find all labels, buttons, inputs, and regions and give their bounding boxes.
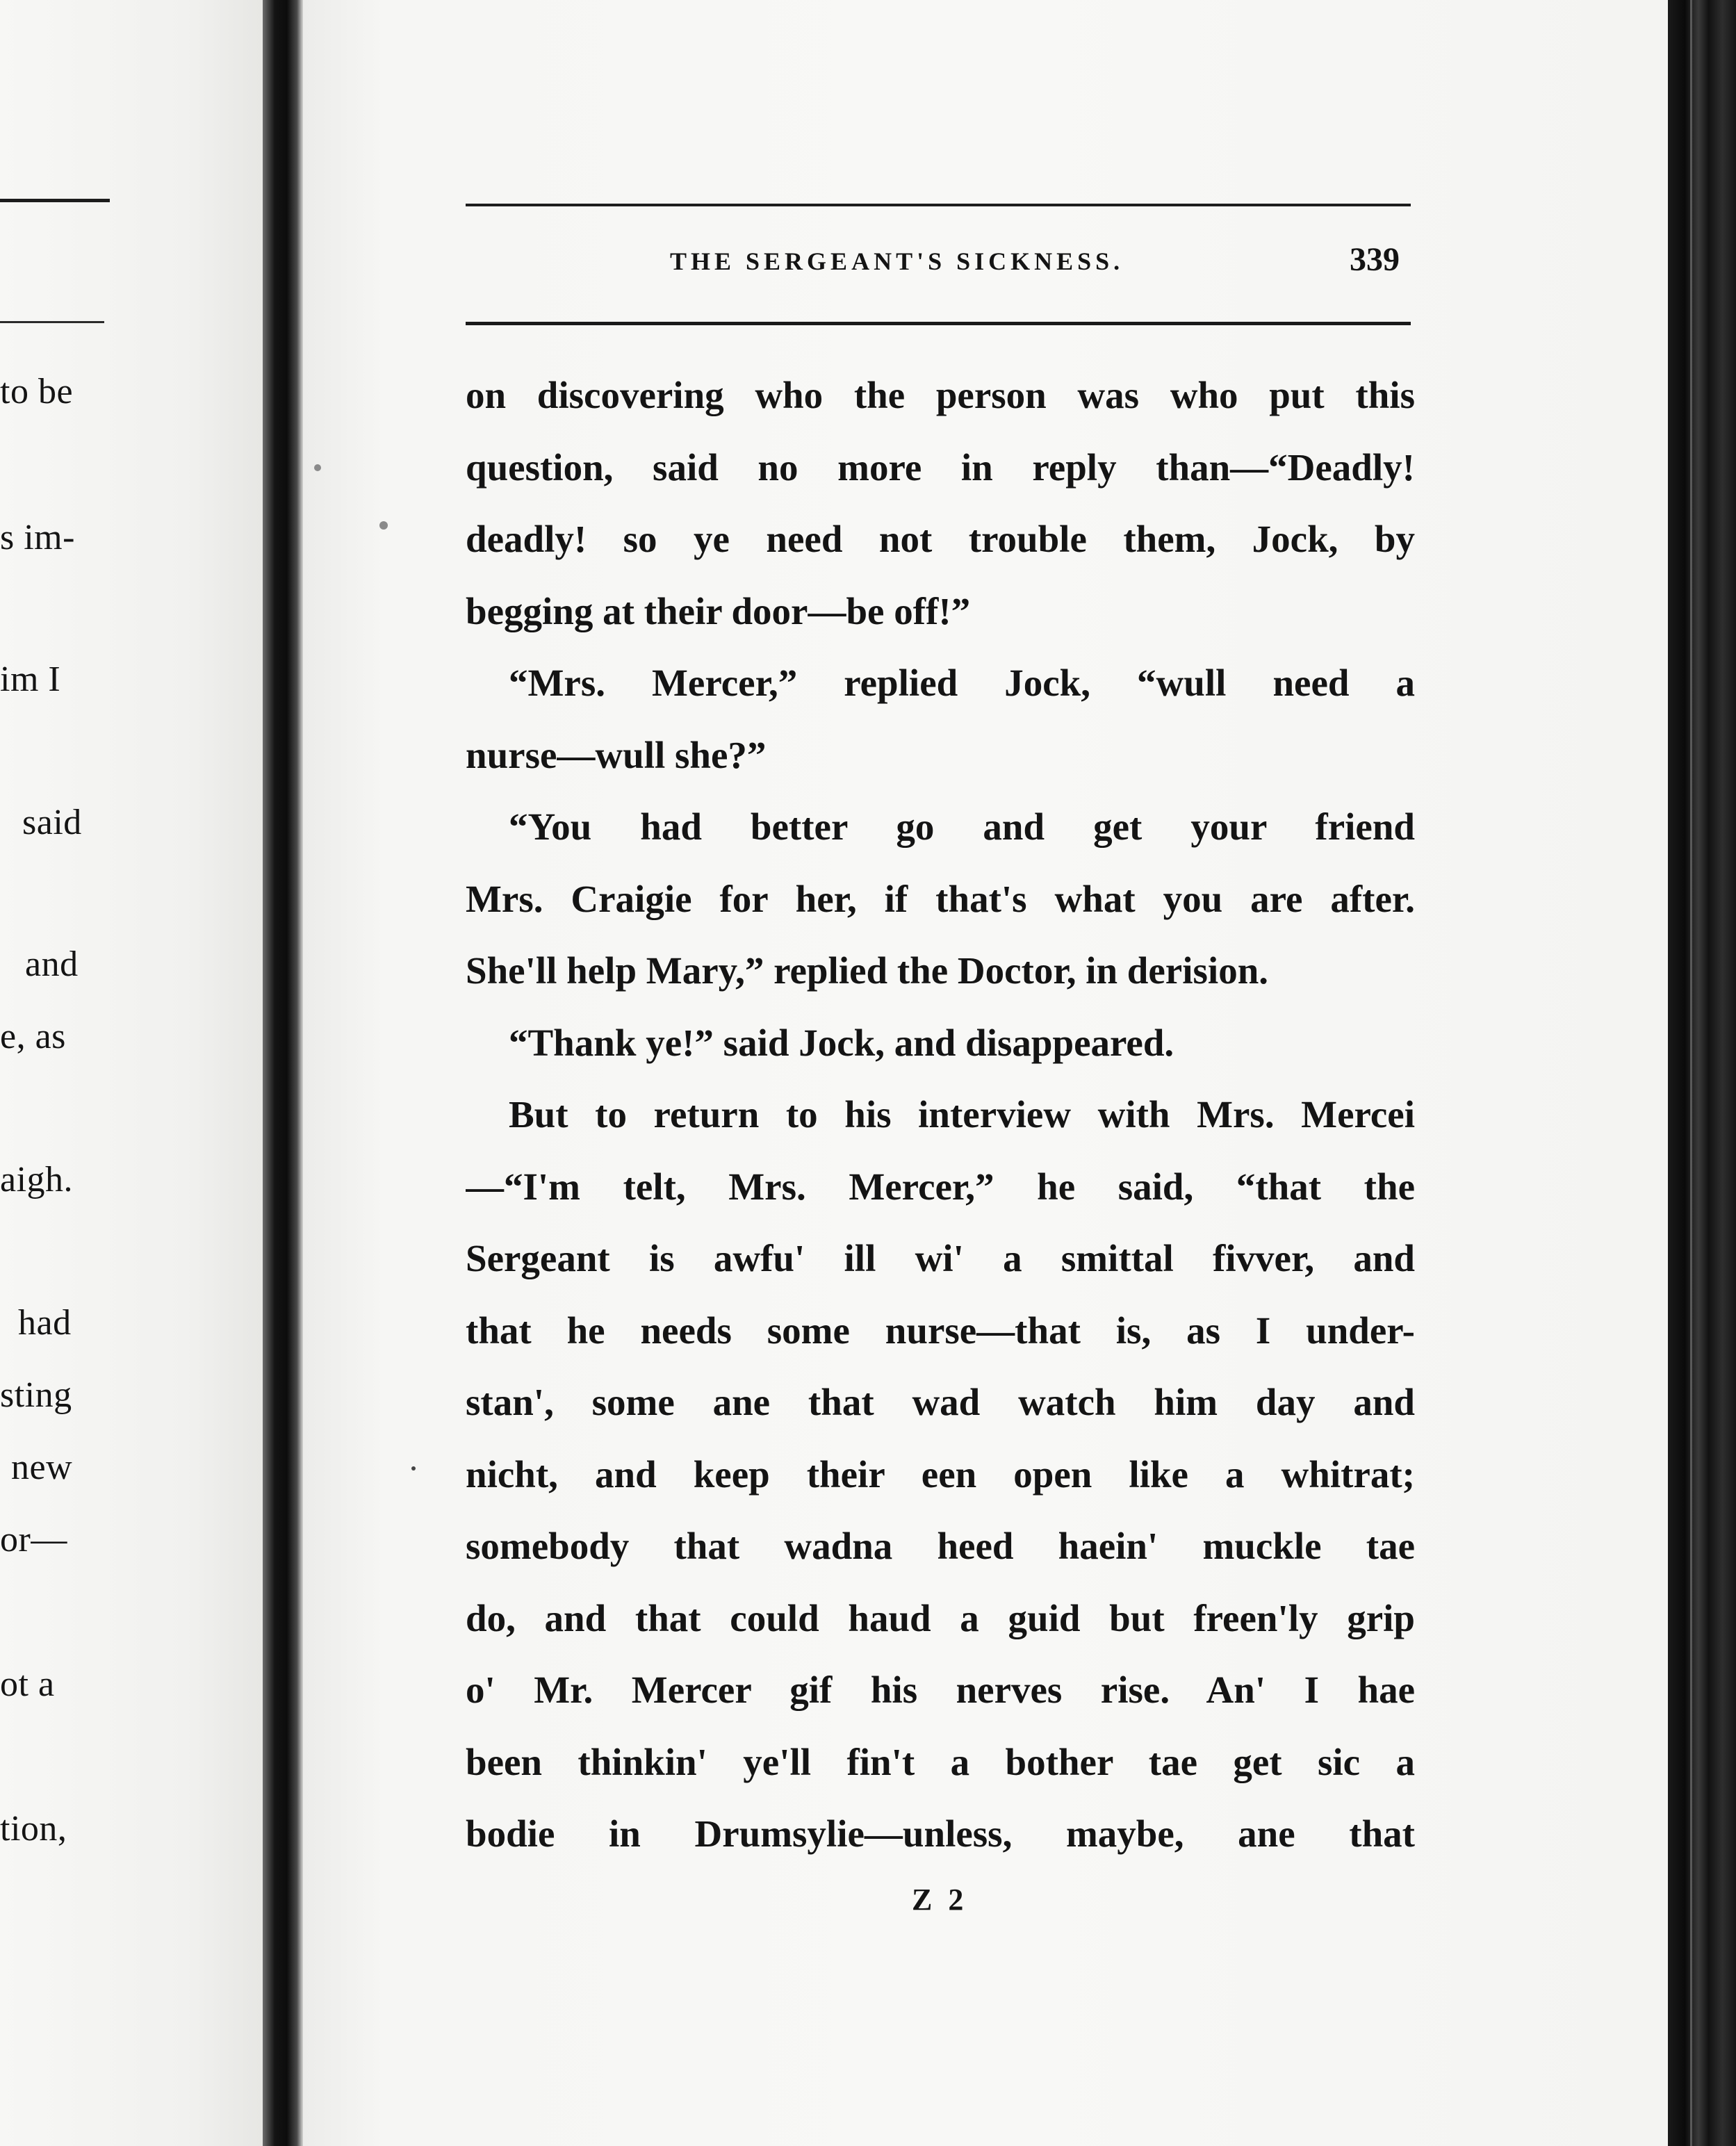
left-page-line-fragment: tion,: [0, 1809, 67, 1849]
text-line: nurse—wull she?”: [466, 733, 767, 776]
text-line: —“I'm telt, Mrs. Mercer,” he said, “that the: [466, 1165, 1415, 1208]
text-line: do, and that could haud a guid but freen'ly grip: [466, 1596, 1415, 1639]
text-line: nicht, and keep their een open like a whitrat;: [466, 1452, 1415, 1496]
paper-speck: [314, 464, 321, 471]
text-line: been thinkin' ye'll fin't a bother tae get sic a: [466, 1740, 1415, 1783]
left-page-line-fragment: ot a: [0, 1664, 55, 1704]
left-page-line-fragment: sting: [0, 1375, 72, 1415]
running-head: THE SERGEANT'S SICKNESS.: [670, 247, 1124, 275]
paper-speck: [379, 521, 388, 530]
left-page-line-fragment: said: [22, 803, 82, 842]
page-edge: [1668, 0, 1736, 2146]
text-line: “Mrs. Mercer,” replied Jock, “wull need a: [509, 662, 1415, 704]
book-gutter: [263, 0, 303, 2146]
signature-mark: Z 2: [912, 1883, 968, 1917]
page-edge-line: [1690, 0, 1692, 2146]
text-line: Sergeant is awfu' ill wi' a smittal fivver, and: [466, 1237, 1415, 1279]
text-line: that he needs some nurse—that is, as I under-: [466, 1309, 1415, 1352]
left-page-header-rule-lower: [0, 321, 104, 323]
text-line: deadly! so ye need not trouble them, Jock, by: [466, 518, 1415, 560]
left-page-line-fragment: aigh.: [0, 1160, 74, 1199]
left-page-line-fragment: s im-: [0, 518, 75, 557]
text-line: question, said no more in reply than—“Deadly!: [466, 445, 1415, 489]
left-page-line-fragment: and: [25, 944, 79, 984]
text-line: somebody that wadna heed haein' muckle tae: [466, 1525, 1415, 1567]
text-line: stan', some ane that wad watch him day and: [466, 1381, 1415, 1423]
text-line: o' Mr. Mercer gif his nerves rise. An' I hae: [466, 1669, 1415, 1711]
page-number: 339: [1350, 241, 1400, 278]
left-page-header-rule: [0, 199, 110, 202]
text-line: bodie in Drumsylie—unless, maybe, ane that: [466, 1812, 1415, 1855]
header-rule-bottom: [466, 322, 1411, 325]
left-page-line-fragment: to be: [0, 372, 74, 411]
previous-page-fragment: [0, 0, 268, 2146]
text-line: on discovering who the person was who put this: [466, 374, 1415, 416]
header-rule-top: [466, 204, 1411, 206]
left-page-line-fragment: had: [18, 1303, 72, 1343]
body-text: [466, 371, 1415, 1882]
text-line: Mrs. Craigie for her, if that's what you are after.: [466, 877, 1415, 920]
left-page-line-fragment: or—: [0, 1520, 67, 1559]
left-page-line-fragment: im I: [0, 660, 61, 699]
text-line: But to return to his interview with Mrs. Mercei: [509, 1093, 1415, 1136]
paper-speck: [411, 1466, 416, 1471]
left-page-line-fragment: e, as: [0, 1017, 66, 1056]
left-page-line-fragment: new: [11, 1448, 73, 1487]
text-line: She'll help Mary,” replied the Doctor, in derision.: [466, 949, 1269, 992]
text-line: begging at their door—be off!”: [466, 589, 971, 632]
text-line: “Thank ye!” said Jock, and disappeared.: [509, 1021, 1174, 1064]
text-line: “You had better go and get your friend: [509, 805, 1415, 848]
